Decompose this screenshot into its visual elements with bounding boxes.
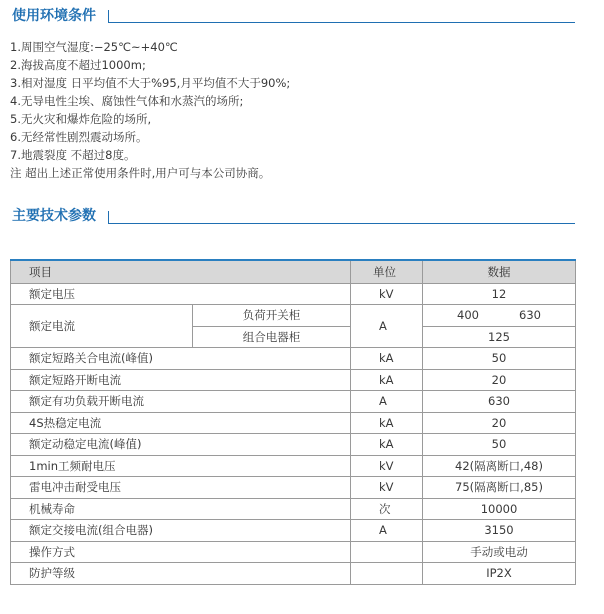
row-unit: kA (351, 369, 423, 391)
row-value: 10000 (423, 498, 576, 520)
row-name: 额定交接电流(组合电器) (11, 520, 351, 542)
row-subname: 负荷开关柜 (193, 305, 351, 327)
row-value: 手动或电动 (423, 541, 576, 563)
row-unit: A (351, 391, 423, 413)
section-title-environment: 使用环境条件 (12, 8, 96, 24)
row-value (423, 305, 576, 327)
row-name: 额定动稳定电流(峰值) (11, 434, 351, 456)
environment-conditions-list (10, 38, 590, 182)
section-title-rule (108, 211, 575, 224)
header-item: 项目 (11, 260, 351, 283)
condition-item: 6.无经常性剧烈震动场所。 (10, 130, 148, 144)
row-unit: kA (351, 348, 423, 370)
row-name: 额定短路关合电流(峰值) (11, 348, 351, 370)
row-unit: kA (351, 434, 423, 456)
table-row (11, 520, 576, 542)
table-row (11, 455, 576, 477)
table-row (11, 348, 576, 370)
row-value: 42(隔离断口,48) (423, 455, 576, 477)
condition-item: 1.周围空气湿度:−25℃~+40℃ (10, 40, 178, 54)
table-row (11, 391, 576, 413)
condition-item: 4.无导电性尘埃、腐蚀性气体和水蒸汽的场所; (10, 94, 244, 108)
row-subname: 组合电器柜 (193, 326, 351, 348)
section-title-rule (108, 10, 575, 23)
row-value: 125 (423, 326, 576, 348)
row-value: 20 (423, 412, 576, 434)
row-name: 防护等级 (11, 563, 351, 585)
spec-table (10, 259, 576, 585)
row-unit: A (351, 305, 423, 348)
row-value: 3150 (423, 520, 576, 542)
table-row (11, 541, 576, 563)
row-name: 额定电流 (11, 305, 193, 348)
condition-item: 7.地震裂度 不超过8度。 (10, 148, 136, 162)
row-value: 50 (423, 348, 576, 370)
header-value: 数据 (423, 260, 576, 283)
row-value: 630 (423, 391, 576, 413)
row-name: 4S热稳定电流 (11, 412, 351, 434)
row-unit: kA (351, 412, 423, 434)
table-row (11, 305, 576, 327)
table-row (11, 369, 576, 391)
row-unit (351, 541, 423, 563)
row-unit: kV (351, 283, 423, 305)
header-unit: 单位 (351, 260, 423, 283)
row-value: IP2X (423, 563, 576, 585)
condition-item: 5.无火灾和爆炸危险的场所, (10, 112, 152, 126)
row-unit (351, 563, 423, 585)
table-row (11, 477, 576, 499)
row-name: 额定电压 (11, 283, 351, 305)
row-name: 额定短路开断电流 (11, 369, 351, 391)
row-value: 12 (423, 283, 576, 305)
row-value: 50 (423, 434, 576, 456)
row-name: 雷电冲击耐受电压 (11, 477, 351, 499)
row-unit: kV (351, 455, 423, 477)
row-value-a: 400 (457, 308, 479, 323)
row-unit: A (351, 520, 423, 542)
row-unit: kV (351, 477, 423, 499)
row-value: 20 (423, 369, 576, 391)
table-row (11, 498, 576, 520)
condition-item: 3.相对湿度 日平均值不大于%95,月平均值不大于90%; (10, 76, 291, 90)
table-row (11, 434, 576, 456)
row-name: 额定有功负载开断电流 (11, 391, 351, 413)
condition-item: 2.海拔高度不超过1000m; (10, 58, 146, 72)
row-unit: 次 (351, 498, 423, 520)
table-header-row (11, 260, 576, 283)
section-title-specs: 主要技术参数 (12, 208, 96, 224)
condition-note: 注 超出上述正常使用条件时,用户可与本公司协商。 (10, 166, 271, 180)
row-name: 1min工频耐电压 (11, 455, 351, 477)
table-row (11, 563, 576, 585)
row-value: 75(隔离断口,85) (423, 477, 576, 499)
row-name: 操作方式 (11, 541, 351, 563)
table-row (11, 283, 576, 305)
table-row (11, 412, 576, 434)
row-value-b: 630 (519, 308, 541, 323)
row-name: 机械寿命 (11, 498, 351, 520)
